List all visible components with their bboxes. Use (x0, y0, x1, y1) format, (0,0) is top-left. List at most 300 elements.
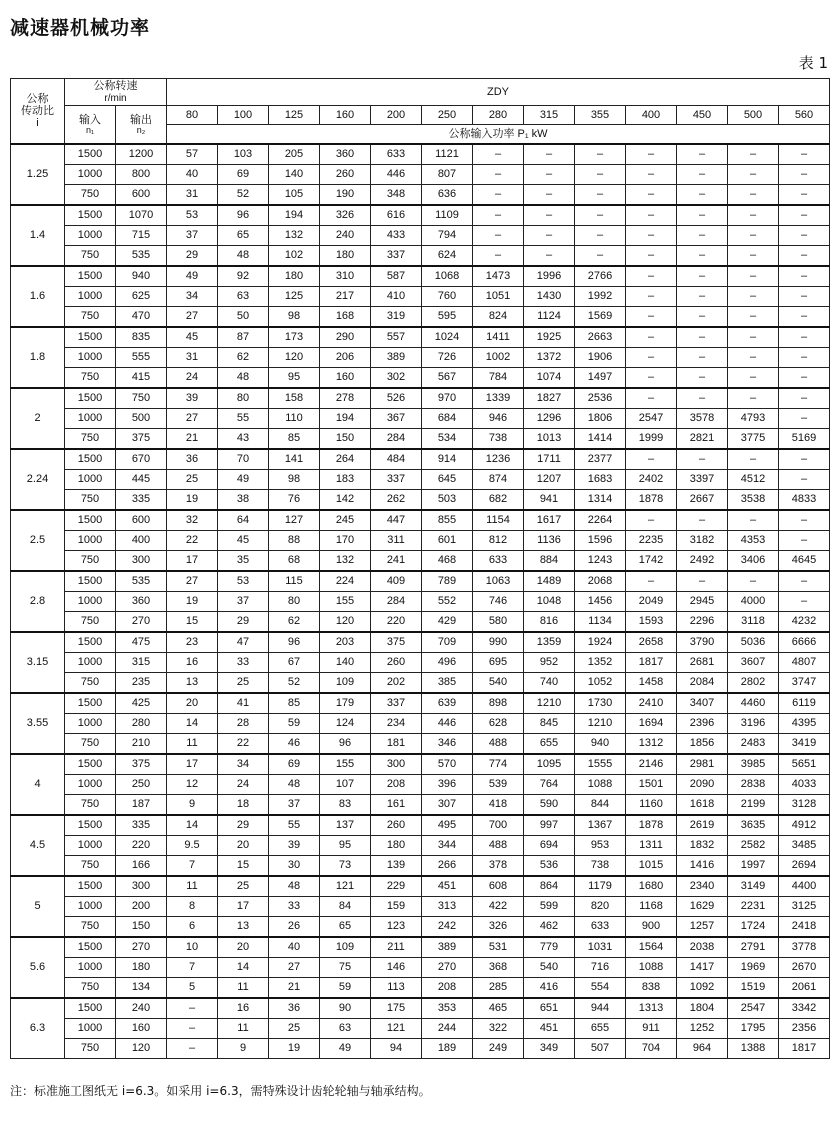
power-cell: – (677, 307, 728, 328)
power-cell: 48 (269, 775, 320, 795)
power-cell: 3196 (728, 714, 779, 734)
input-speed-cell: 1500 (65, 144, 116, 165)
power-cell: – (473, 185, 524, 206)
power-cell: 1314 (575, 490, 626, 511)
size-header: 250 (422, 106, 473, 125)
power-cell: – (575, 246, 626, 267)
power-cell: – (779, 531, 830, 551)
power-cell: 19 (167, 592, 218, 612)
output-speed-cell: 240 (116, 998, 167, 1019)
output-speed-cell: 200 (116, 897, 167, 917)
output-speed-symbol: n₂ (136, 124, 146, 135)
power-cell: 3747 (779, 673, 830, 694)
power-cell: 3607 (728, 653, 779, 673)
power-cell: 526 (371, 388, 422, 409)
power-cell: 70 (218, 449, 269, 470)
output-speed-cell: 535 (116, 246, 167, 267)
power-cell: 24 (218, 775, 269, 795)
input-speed-cell: 1000 (65, 592, 116, 612)
power-cell: 110 (269, 409, 320, 429)
power-cell: 1002 (473, 348, 524, 368)
power-cell: 410 (371, 287, 422, 307)
size-header: 280 (473, 106, 524, 125)
power-cell: 107 (320, 775, 371, 795)
power-cell: – (677, 205, 728, 226)
power-cell: 53 (218, 571, 269, 592)
power-cell: 3790 (677, 632, 728, 653)
power-cell: 2402 (626, 470, 677, 490)
input-speed-cell: 1500 (65, 510, 116, 531)
power-cell: 262 (371, 490, 422, 511)
power-cell: 1564 (626, 937, 677, 958)
power-cell: 189 (422, 1039, 473, 1059)
power-cell: 76 (269, 490, 320, 511)
table-row (11, 307, 830, 328)
power-cell: – (779, 409, 830, 429)
power-cell: 2802 (728, 673, 779, 694)
table-row (11, 998, 830, 1019)
power-cell: 33 (218, 653, 269, 673)
power-cell: 1629 (677, 897, 728, 917)
ratio-cell: 2.5 (11, 510, 65, 571)
power-cell: 11 (218, 978, 269, 999)
power-cell: – (677, 571, 728, 592)
input-speed-cell: 750 (65, 734, 116, 755)
power-cell: 90 (320, 998, 371, 1019)
power-cell: 337 (371, 470, 422, 490)
power-cell: 2766 (575, 266, 626, 287)
power-cell: 40 (269, 937, 320, 958)
power-cell: 260 (320, 165, 371, 185)
table-row (11, 734, 830, 755)
power-cell: 6 (167, 917, 218, 938)
power-cell: 85 (269, 693, 320, 714)
power-cell: 180 (320, 246, 371, 267)
table-row (11, 165, 830, 185)
output-speed-cell: 250 (116, 775, 167, 795)
output-speed-cell: 1200 (116, 144, 167, 165)
output-speed-cell: 555 (116, 348, 167, 368)
power-cell: 300 (371, 754, 422, 775)
power-caption: 公称输入功率 P₁ kW (167, 125, 830, 145)
table-row (11, 795, 830, 816)
power-cell: 2838 (728, 775, 779, 795)
power-cell: 190 (320, 185, 371, 206)
power-cell: 284 (371, 429, 422, 450)
power-cell: 1906 (575, 348, 626, 368)
table-row (11, 246, 830, 267)
power-cell: 55 (218, 409, 269, 429)
power-cell: 14 (167, 815, 218, 836)
power-cell: – (728, 144, 779, 165)
power-cell: 2038 (677, 937, 728, 958)
power-cell: 531 (473, 937, 524, 958)
input-speed-cell: 1000 (65, 165, 116, 185)
power-cell: 146 (371, 958, 422, 978)
input-speed-cell: 1500 (65, 388, 116, 409)
power-cell: 121 (371, 1019, 422, 1039)
power-cell: 27 (167, 571, 218, 592)
power-cell: 85 (269, 429, 320, 450)
power-cell: 2199 (728, 795, 779, 816)
power-cell: – (626, 368, 677, 389)
power-cell: 1168 (626, 897, 677, 917)
power-cell: 1501 (626, 775, 677, 795)
power-cell: 367 (371, 409, 422, 429)
power-cell: 1827 (524, 388, 575, 409)
input-speed-cell: 1000 (65, 409, 116, 429)
power-cell: 2418 (779, 917, 830, 938)
power-cell: 855 (422, 510, 473, 531)
power-cell: 488 (473, 836, 524, 856)
power-cell: 53 (167, 205, 218, 226)
power-cell: 1456 (575, 592, 626, 612)
power-cell: 206 (320, 348, 371, 368)
power-cell: – (677, 348, 728, 368)
power-cell: 1048 (524, 592, 575, 612)
input-speed-cell: 1000 (65, 348, 116, 368)
power-cell: 17 (167, 754, 218, 775)
ratio-cell: 2.8 (11, 571, 65, 632)
power-cell: 120 (320, 612, 371, 633)
power-cell: 3406 (728, 551, 779, 572)
power-cell: 141 (269, 449, 320, 470)
input-speed-cell: 750 (65, 673, 116, 694)
input-speed-cell: 750 (65, 795, 116, 816)
power-cell: 88 (269, 531, 320, 551)
power-cell: – (575, 226, 626, 246)
power-cell: 970 (422, 388, 473, 409)
power-cell: 1388 (728, 1039, 779, 1059)
power-cell: 173 (269, 327, 320, 348)
power-cell: 270 (422, 958, 473, 978)
power-cell: 16 (167, 653, 218, 673)
power-cell: – (779, 144, 830, 165)
power-cell: – (728, 246, 779, 267)
power-cell: 150 (320, 429, 371, 450)
table-row (11, 449, 830, 470)
power-cell: 26 (269, 917, 320, 938)
power-cell: 121 (320, 876, 371, 897)
power-cell: 1730 (575, 693, 626, 714)
power-cell: 2049 (626, 592, 677, 612)
table-row (11, 551, 830, 572)
ratio-cell: 6.3 (11, 998, 65, 1059)
power-cell: 245 (320, 510, 371, 531)
ratio-cell: 1.8 (11, 327, 65, 388)
power-cell: 1160 (626, 795, 677, 816)
power-cell: 2296 (677, 612, 728, 633)
speed-header (65, 79, 167, 106)
output-speed-cell: 235 (116, 673, 167, 694)
power-cell: 422 (473, 897, 524, 917)
power-cell: 774 (473, 754, 524, 775)
power-cell: 3407 (677, 693, 728, 714)
table-row (11, 490, 830, 511)
power-cell: 601 (422, 531, 473, 551)
power-cell: 2084 (677, 673, 728, 694)
power-cell: 98 (269, 307, 320, 328)
input-speed-cell: 1000 (65, 714, 116, 734)
power-cell: 964 (677, 1039, 728, 1059)
power-cell: 1031 (575, 937, 626, 958)
power-cell: – (779, 388, 830, 409)
power-cell: 353 (422, 998, 473, 1019)
power-cell: – (779, 592, 830, 612)
power-cell: – (728, 185, 779, 206)
power-cell: 633 (575, 917, 626, 938)
power-cell: – (626, 144, 677, 165)
power-cell: 319 (371, 307, 422, 328)
input-speed-cell: 1000 (65, 897, 116, 917)
output-speed-cell: 315 (116, 653, 167, 673)
power-cell: 884 (524, 551, 575, 572)
power-cell: 1430 (524, 287, 575, 307)
output-speed-cell: 180 (116, 958, 167, 978)
ratio-header-symbol: i (36, 117, 39, 130)
output-speed-cell: 300 (116, 876, 167, 897)
power-cell: 59 (269, 714, 320, 734)
power-cell: 20 (218, 937, 269, 958)
power-cell: 6119 (779, 693, 830, 714)
output-speed-cell: 400 (116, 531, 167, 551)
table-row (11, 592, 830, 612)
power-cell: 264 (320, 449, 371, 470)
power-cell: 120 (269, 348, 320, 368)
input-speed-cell: 1500 (65, 876, 116, 897)
power-cell: 31 (167, 348, 218, 368)
power-cell: 3778 (779, 937, 830, 958)
power-cell: 160 (320, 368, 371, 389)
power-cell: – (167, 1039, 218, 1059)
power-cell: 220 (371, 612, 422, 633)
power-cell: 616 (371, 205, 422, 226)
power-cell: 590 (524, 795, 575, 816)
power-cell: 633 (473, 551, 524, 572)
power-cell: 540 (524, 958, 575, 978)
power-cell: 2356 (779, 1019, 830, 1039)
power-cell: 1024 (422, 327, 473, 348)
power-cell: 2483 (728, 734, 779, 755)
power-cell: 140 (320, 653, 371, 673)
input-speed-cell: 750 (65, 551, 116, 572)
power-cell: 39 (269, 836, 320, 856)
power-cell: 4353 (728, 531, 779, 551)
table-row (11, 388, 830, 409)
power-cell: – (779, 185, 830, 206)
power-cell: 7 (167, 958, 218, 978)
power-cell: 211 (371, 937, 422, 958)
ratio-cell: 2.24 (11, 449, 65, 510)
table-header (11, 79, 830, 145)
power-cell: – (728, 368, 779, 389)
power-cell: 2670 (779, 958, 830, 978)
input-speed-cell: 1500 (65, 754, 116, 775)
power-cell: – (626, 449, 677, 470)
power-cell: 337 (371, 693, 422, 714)
power-cell: 290 (320, 327, 371, 348)
power-cell: 80 (269, 592, 320, 612)
power-cell: 38 (218, 490, 269, 511)
power-cell: 540 (473, 673, 524, 694)
power-cell: 1596 (575, 531, 626, 551)
power-cell: 3182 (677, 531, 728, 551)
power-cell: 34 (167, 287, 218, 307)
power-cell: 433 (371, 226, 422, 246)
power-cell: 4232 (779, 612, 830, 633)
power-cell: – (626, 185, 677, 206)
power-cell: 10 (167, 937, 218, 958)
power-cell: 944 (575, 998, 626, 1019)
output-speed-cell: 600 (116, 510, 167, 531)
power-cell: 62 (218, 348, 269, 368)
power-cell: – (524, 246, 575, 267)
power-cell: 1999 (626, 429, 677, 450)
power-cell: 1724 (728, 917, 779, 938)
power-cell: – (524, 165, 575, 185)
power-cell: 539 (473, 775, 524, 795)
power-cell: 1497 (575, 368, 626, 389)
power-cell: 83 (320, 795, 371, 816)
output-speed-cell: 940 (116, 266, 167, 287)
output-speed-cell: 150 (116, 917, 167, 938)
power-cell: 1136 (524, 531, 575, 551)
power-cell: 41 (218, 693, 269, 714)
input-speed-cell: 750 (65, 1039, 116, 1059)
power-cell: 952 (524, 653, 575, 673)
power-cell: 36 (269, 998, 320, 1019)
power-cell: – (728, 348, 779, 368)
output-speed-cell: 375 (116, 429, 167, 450)
speed-header-unit: r/min (104, 92, 127, 104)
power-cell: 3635 (728, 815, 779, 836)
power-cell: 45 (218, 531, 269, 551)
power-cell: 1411 (473, 327, 524, 348)
table-row (11, 693, 830, 714)
power-cell: 465 (473, 998, 524, 1019)
power-cell: 40 (167, 165, 218, 185)
power-cell: 5169 (779, 429, 830, 450)
power-cell: 96 (320, 734, 371, 755)
power-cell: 8 (167, 897, 218, 917)
power-cell: 1489 (524, 571, 575, 592)
power-cell: 346 (422, 734, 473, 755)
power-cell: 302 (371, 368, 422, 389)
table-row (11, 876, 830, 897)
input-speed-cell: 1000 (65, 1019, 116, 1039)
size-header: 80 (167, 106, 218, 125)
power-cell: 378 (473, 856, 524, 877)
power-cell: 368 (473, 958, 524, 978)
power-cell: 260 (371, 653, 422, 673)
power-cell: 4033 (779, 775, 830, 795)
power-cell: 636 (422, 185, 473, 206)
power-cell: – (677, 287, 728, 307)
power-cell: 946 (473, 409, 524, 429)
power-cell: – (626, 571, 677, 592)
power-cell: 2981 (677, 754, 728, 775)
power-cell: 418 (473, 795, 524, 816)
output-speed-cell: 715 (116, 226, 167, 246)
table-row (11, 1039, 830, 1059)
power-cell: 2582 (728, 836, 779, 856)
power-cell: 1088 (626, 958, 677, 978)
power-cell: 25 (269, 1019, 320, 1039)
power-cell: 208 (371, 775, 422, 795)
power-cell: 2821 (677, 429, 728, 450)
table-row (11, 348, 830, 368)
power-cell: – (677, 226, 728, 246)
ratio-cell: 2 (11, 388, 65, 449)
power-cell: 63 (218, 287, 269, 307)
power-cell: 241 (371, 551, 422, 572)
table-row (11, 937, 830, 958)
power-cell: 137 (320, 815, 371, 836)
power-cell: 845 (524, 714, 575, 734)
power-cell: 95 (320, 836, 371, 856)
power-cell: 645 (422, 470, 473, 490)
power-cell: 900 (626, 917, 677, 938)
power-cell: 389 (422, 937, 473, 958)
power-cell: 3485 (779, 836, 830, 856)
output-speed-cell: 120 (116, 1039, 167, 1059)
power-cell: 1051 (473, 287, 524, 307)
power-cell: 9.5 (167, 836, 218, 856)
power-cell: 1134 (575, 612, 626, 633)
power-cell: 98 (269, 470, 320, 490)
power-cell: – (473, 246, 524, 267)
power-cell: 48 (218, 246, 269, 267)
power-cell: 1068 (422, 266, 473, 287)
power-cell: 2658 (626, 632, 677, 653)
input-speed-cell: 1000 (65, 775, 116, 795)
power-cell: 655 (524, 734, 575, 755)
power-cell: 2663 (575, 327, 626, 348)
power-cell: – (728, 327, 779, 348)
power-cell: 202 (371, 673, 422, 694)
power-cell: 740 (524, 673, 575, 694)
power-cell: 142 (320, 490, 371, 511)
power-cell: 1519 (728, 978, 779, 999)
power-cell: 1313 (626, 998, 677, 1019)
output-speed-cell: 500 (116, 409, 167, 429)
power-cell: 941 (524, 490, 575, 511)
table-row (11, 327, 830, 348)
power-cell: 13 (218, 917, 269, 938)
power-cell: 695 (473, 653, 524, 673)
power-cell: 64 (218, 510, 269, 531)
power-cell: – (779, 470, 830, 490)
power-cell: 27 (269, 958, 320, 978)
power-cell: – (779, 327, 830, 348)
power-cell: 580 (473, 612, 524, 633)
power-cell: 266 (422, 856, 473, 877)
power-cell: 15 (167, 612, 218, 633)
power-cell: 11 (167, 734, 218, 755)
power-cell: 1121 (422, 144, 473, 165)
output-speed-cell: 425 (116, 693, 167, 714)
power-cell: 20 (218, 836, 269, 856)
power-cell: 990 (473, 632, 524, 653)
power-cell: 6666 (779, 632, 830, 653)
power-cell: 1052 (575, 673, 626, 694)
power-cell: 217 (320, 287, 371, 307)
power-cell: 155 (320, 592, 371, 612)
power-cell: 1013 (524, 429, 575, 450)
output-speed-cell: 445 (116, 470, 167, 490)
power-cell: 194 (269, 205, 320, 226)
input-speed-cell: 1000 (65, 836, 116, 856)
